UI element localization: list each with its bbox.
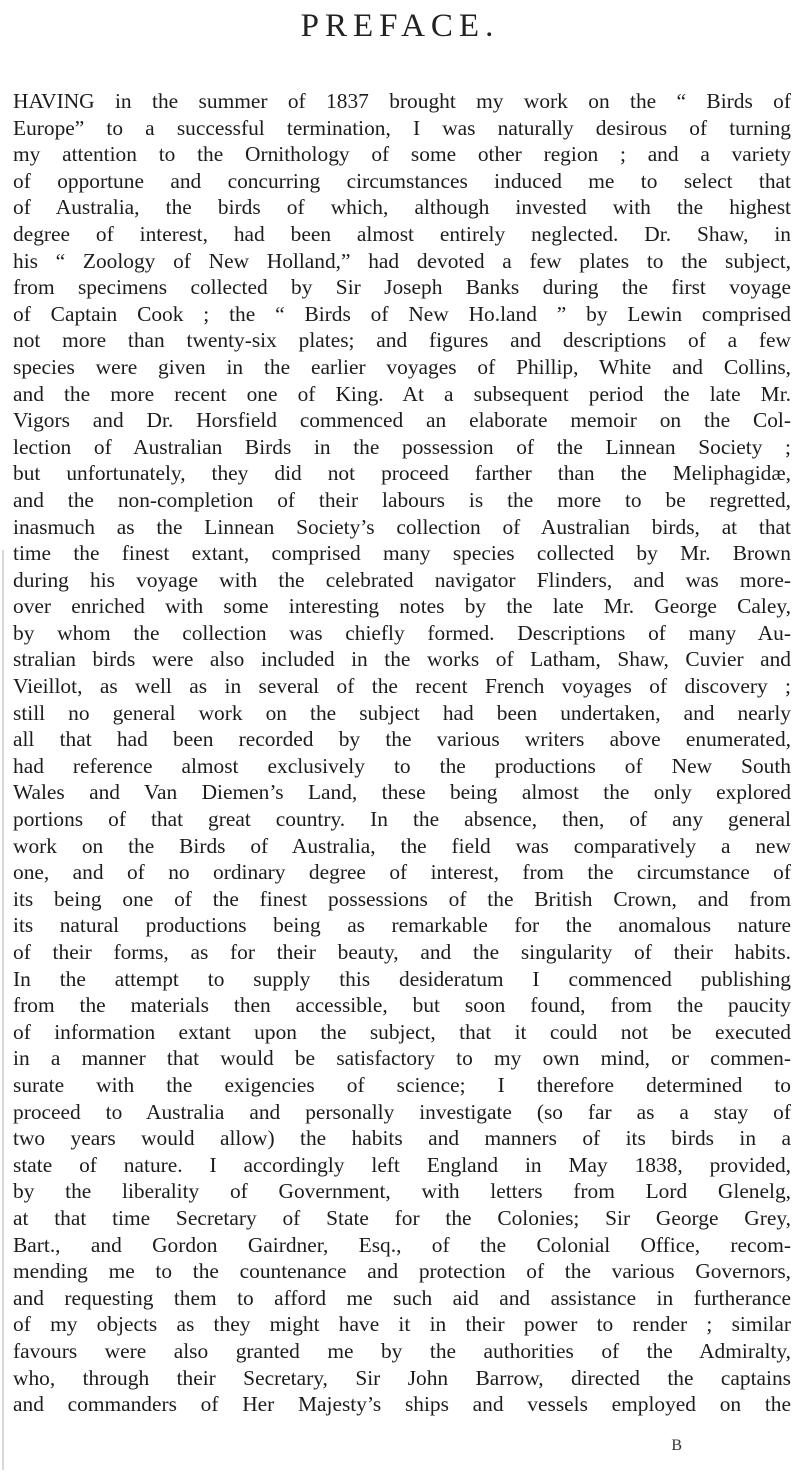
text-line: stralian birds were also included in the works of Latham, Shaw, Cuvier and: [13, 647, 791, 672]
text-line: surate with the exigencies of science; I therefore determined to: [13, 1072, 791, 1097]
text-line: favours were also granted me by the authorities of the Admiralty,: [13, 1338, 791, 1363]
text-line: and commanders of Her Majesty’s ships and vessels employed on the: [13, 1392, 791, 1417]
text-line: not more than twenty-six plates; and figures and descriptions of a few: [13, 328, 791, 353]
text-line: degree of interest, had been almost entirely neglected. Dr. Shaw, in: [13, 221, 791, 246]
text-line: all that had been recorded by the various writers above enumerated,: [13, 727, 791, 752]
text-line: its natural productions being as remarkable for the anomalous nature: [13, 913, 791, 938]
text-line: over enriched with some interesting notes by the late Mr. George Caley,: [13, 594, 791, 619]
text-line: Europe” to a successful termination, I was naturally desirous of turning: [13, 115, 791, 140]
text-line: at that time Secretary of State for the Colonies; Sir George Grey,: [13, 1205, 791, 1230]
text-line: inasmuch as the Linnean Society’s collection of Australian birds, at that: [13, 514, 791, 539]
page-title: PREFACE.: [300, 8, 500, 44]
text-line: work on the Birds of Australia, the field was comparatively a new: [13, 833, 791, 858]
text-line: and requesting them to afford me such aid and assistance in furtherance: [13, 1285, 791, 1310]
text-line: his “ Zoology of New Holland,” had devoted a few plates to the subject,: [13, 248, 791, 273]
text-line: and the more recent one of King. At a subsequent period the late Mr.: [13, 381, 791, 406]
text-line: and the non-completion of their labours is the more to be regretted,: [13, 487, 791, 512]
text-line: HAVING in the summer of 1837 brought my work on the “ Birds of: [13, 89, 791, 113]
text-line: by whom the collection was chiefly formed. Descriptions of many Au-: [13, 620, 791, 645]
text-line: by the liberality of Government, with letters from Lord Glenelg,: [13, 1179, 791, 1204]
text-line: lection of Australian Birds in the possession of the Linnean Society ;: [13, 434, 791, 459]
text-line: who, through their Secretary, Sir John Barrow, directed the captains: [13, 1365, 791, 1390]
text-line: of Australia, the birds of which, although invested with the highest: [13, 195, 791, 220]
text-line: of Captain Cook ; the “ Birds of New Ho.land ” by Lewin comprised: [13, 301, 791, 326]
signature-mark: B: [671, 1437, 682, 1454]
text-line: Vieillot, as well as in several of the recent French voyages of discovery ;: [13, 674, 791, 699]
text-line: one, and of no ordinary degree of interest, from the circumstance of: [13, 860, 791, 885]
preface-body: [13, 88, 791, 1418]
text-line: of information extant upon the subject, that it could not be executed: [13, 1019, 791, 1044]
text-line: my attention to the Ornithology of some other region ; and a variety: [13, 142, 791, 167]
text-line: of their forms, as for their beauty, and the singularity of their habits.: [13, 940, 791, 964]
text-line: time the finest extant, comprised many species collected by Mr. Brown: [13, 541, 791, 566]
text-line: Bart., and Gordon Gairdner, Esq., of the Colonial Office, recom-: [13, 1232, 791, 1257]
text-line: of my objects as they might have it in their power to render ; similar: [13, 1312, 791, 1337]
text-line: during his voyage with the celebrated navigator Flinders, and was more-: [13, 567, 791, 592]
text-line: had reference almost exclusively to the productions of New South: [13, 753, 791, 778]
text-line: in a manner that would be satisfactory to my own mind, or commen-: [13, 1046, 791, 1071]
text-line: its being one of the finest possessions of the British Crown, and from: [13, 886, 791, 911]
text-line: species were given in the earlier voyages of Phillip, White and Collins,: [13, 354, 791, 379]
text-line: Wales and Van Diemen’s Land, these being almost the only explored: [13, 780, 791, 805]
text-line: from specimens collected by Sir Joseph Banks during the first voyage: [13, 275, 791, 300]
text-line: Vigors and Dr. Horsfield commenced an elaborate memoir on the Col-: [13, 408, 791, 433]
text-line: proceed to Australia and personally investigate (so far as a stay of: [13, 1099, 791, 1124]
text-line: two years would allow) the habits and manners of its birds in a: [13, 1126, 791, 1151]
text-line: of opportune and concurring circumstances induced me to select that: [13, 168, 791, 193]
text-line: In the attempt to supply this desideratum I commenced publishing: [13, 966, 791, 991]
text-line: portions of that great country. In the absence, then, of any general: [13, 807, 791, 832]
text-line: state of nature. I accordingly left England in May 1838, provided,: [13, 1152, 791, 1177]
text-line: but unfortunately, they did not proceed farther than the Meliphagidæ,: [13, 461, 791, 486]
text-line: mending me to the countenance and protection of the various Governors,: [13, 1259, 791, 1284]
text-line: from the materials then accessible, but soon found, from the paucity: [13, 993, 791, 1018]
page-edge-shadow: [2, 550, 4, 1470]
text-line: still no general work on the subject had been undertaken, and nearly: [13, 700, 791, 725]
